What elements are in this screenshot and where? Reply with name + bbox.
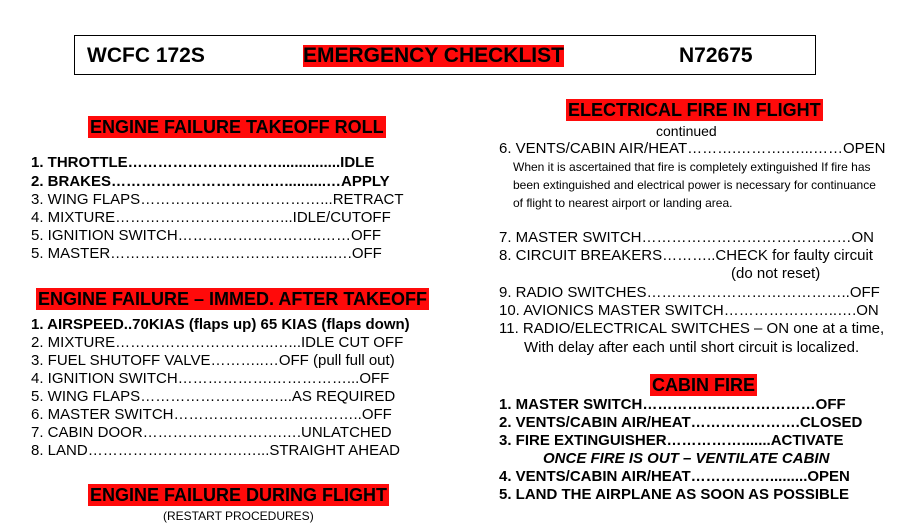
checklist-item: 7. CABIN DOOR……………………….….UNLATCHED: [31, 424, 392, 441]
checklist-item: 1. THROTTLE…………………………...............IDLE: [31, 154, 375, 171]
aircraft-type: WCFC 172S: [87, 44, 205, 67]
checklist-note: ONCE FIRE IS OUT – VENTILATE CABIN: [543, 450, 830, 467]
checklist-item: 5. WING FLAPS…………………….…...AS REQUIRED: [31, 388, 396, 405]
section-title-electrical-fire: ELECTRICAL FIRE IN FLIGHT: [568, 100, 821, 120]
section-title-after-takeoff: ENGINE FAILURE – IMMED. AFTER TAKEOFF: [38, 289, 428, 309]
note-line: When it is ascertained that fire is completely extinguished If fire has: [513, 160, 871, 174]
checklist-item: With delay after each until short circuit is localized.: [524, 339, 860, 356]
checklist-item: 1. AIRSPEED..70KIAS (flaps up) 65 KIAS (flaps down): [31, 316, 410, 333]
checklist-item: 3. FIRE EXTINGUISHER…………….......ACTIVATE: [499, 432, 844, 449]
section-title-cabin-fire: CABIN FIRE: [652, 375, 755, 395]
checklist-header: [74, 35, 816, 75]
continued-label: continued: [656, 123, 717, 139]
section-subtitle: (RESTART PROCEDURES): [163, 509, 314, 523]
checklist-item: 7. MASTER SWITCH……………………………………ON: [499, 229, 875, 246]
page-title: EMERGENCY CHECKLIST: [303, 44, 564, 67]
note-line: of flight to nearest airport or landing area.: [513, 196, 733, 210]
checklist-item: 4. MIXTURE……………………………...IDLE/CUTOFF: [31, 209, 391, 226]
checklist-item: 1. MASTER SWITCH……………..………………OFF: [499, 396, 846, 413]
note-line: been extinguished and electrical power is necessary for continuance: [513, 178, 876, 192]
checklist-item: 2. BRAKES…………………………..…..........…APPLY: [31, 173, 390, 190]
checklist-item: 6. MASTER SWITCH………………………………..OFF: [31, 406, 392, 423]
tail-number: N72675: [679, 44, 753, 67]
checklist-item: 5. IGNITION SWITCH………………………..……OFF: [31, 227, 381, 244]
checklist-item: 2. VENTS/CABIN AIR/HEAT………………….CLOSED: [499, 414, 863, 431]
section-title-takeoff-roll: ENGINE FAILURE TAKEOFF ROLL: [90, 117, 384, 137]
checklist-item: 3. FUEL SHUTOFF VALVE………..…OFF (pull full out): [31, 352, 395, 369]
checklist-item: 3. WING FLAPS………………………………...RETRACT: [31, 191, 404, 208]
checklist-item: 8. CIRCUIT BREAKERS………..CHECK for faulty circuit: [499, 247, 873, 264]
section-title-during-flight: ENGINE FAILURE DURING FLIGHT: [90, 485, 387, 505]
checklist-item: 9. RADIO SWITCHES…………………………………..OFF: [499, 284, 880, 301]
checklist-item: 2. MIXTURE…………………………..…...IDLE CUT OFF: [31, 334, 404, 351]
checklist-item: 5. LAND THE AIRPLANE AS SOON AS POSSIBLE: [499, 486, 850, 503]
checklist-item: 8. LAND………………………….…...STRAIGHT AHEAD: [31, 442, 400, 459]
checklist-item: 4. VENTS/CABIN AIR/HEAT………….….........OPEN: [499, 468, 850, 485]
checklist-item: 6. VENTS/CABIN AIR/HEAT……….……….…...……OPEN: [499, 140, 886, 157]
checklist-item: 11. RADIO/ELECTRICAL SWITCHES – ON one at a time,: [499, 320, 885, 337]
checklist-item: 5. MASTER……………………………………...….OFF: [31, 245, 382, 262]
checklist-item: 10. AVIONICS MASTER SWITCH…………………..….ON: [499, 302, 879, 319]
checklist-item: (do not reset): [731, 265, 821, 282]
checklist-item: 4. IGNITION SWITCH……………….……………...OFF: [31, 370, 390, 387]
